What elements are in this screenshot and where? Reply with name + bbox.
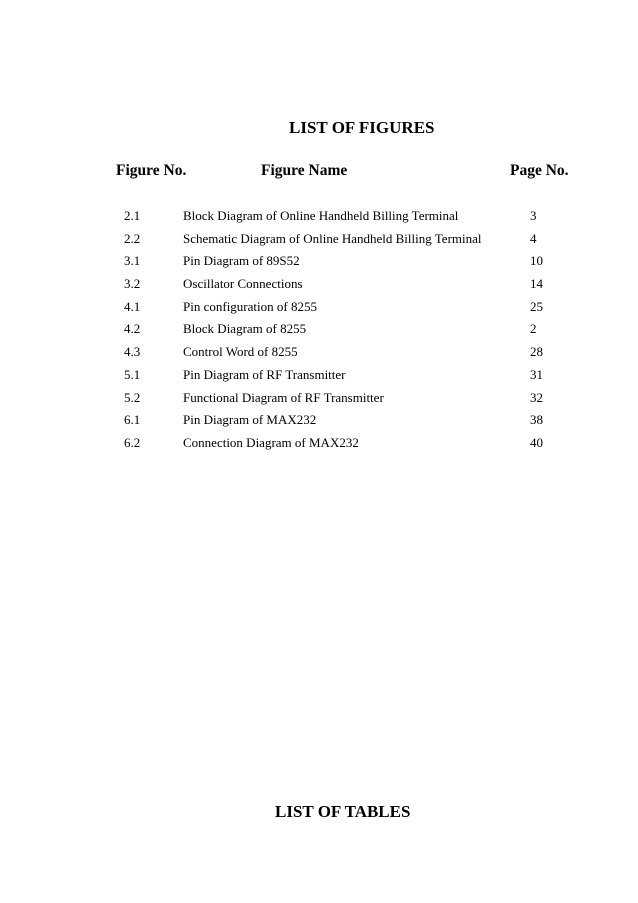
list-of-figures-heading: LIST OF FIGURES	[289, 118, 435, 137]
figure-page: 14	[530, 276, 543, 292]
figure-name: Pin configuration of 8255	[183, 298, 317, 314]
figure-row	[0, 343, 638, 366]
figure-page: 31	[530, 366, 543, 382]
figure-number: 6.1	[124, 412, 141, 428]
figure-row	[0, 366, 638, 389]
figure-name-column-header: Figure Name	[261, 162, 348, 179]
figure-number: 2.2	[124, 230, 141, 246]
figure-row	[0, 320, 638, 343]
figure-name: Block Diagram of Online Handheld Billing Terminal	[183, 208, 459, 223]
figure-row	[0, 252, 638, 275]
list-of-tables-heading: LIST OF TABLES	[275, 802, 411, 821]
figure-row	[0, 230, 638, 253]
figure-number: 4.1	[124, 298, 141, 314]
page-number-column-header: Page No.	[510, 162, 569, 179]
figure-row	[0, 207, 638, 230]
figure-name: Block Diagram of 8255	[183, 321, 307, 337]
figure-page: 3	[530, 208, 537, 223]
figure-page: 10	[530, 253, 543, 269]
figure-name: Oscillator Connections	[183, 276, 303, 292]
figure-number: 3.1	[124, 253, 141, 269]
figure-number: 2.1	[124, 208, 141, 223]
figure-number: 6.2	[124, 434, 141, 450]
figure-number: 4.3	[124, 344, 141, 360]
figure-name: Connection Diagram of MAX232	[183, 434, 359, 450]
figure-row	[0, 275, 638, 298]
figures-list	[0, 207, 638, 457]
figure-number: 5.2	[124, 389, 141, 405]
figure-page: 25	[530, 298, 543, 314]
figure-row	[0, 411, 638, 434]
figure-name: Control Word of 8255	[183, 344, 298, 360]
figure-name: Pin Diagram of RF Transmitter	[183, 366, 346, 382]
figure-name: Pin Diagram of 89S52	[183, 253, 300, 269]
figure-page: 4	[530, 230, 537, 246]
figure-name: Schematic Diagram of Online Handheld Billing Terminal	[183, 230, 482, 246]
figure-page: 2	[530, 321, 537, 337]
figure-row	[0, 298, 638, 321]
figure-number-column-header: Figure No.	[116, 162, 187, 179]
figure-page: 38	[530, 412, 543, 428]
figure-name: Functional Diagram of RF Transmitter	[183, 389, 384, 405]
figure-name: Pin Diagram of MAX232	[183, 412, 317, 428]
figure-row	[0, 389, 638, 412]
figure-number: 4.2	[124, 321, 141, 337]
figure-page: 28	[530, 344, 543, 360]
figure-page: 32	[530, 389, 543, 405]
figure-number: 3.2	[124, 276, 141, 292]
figure-page: 40	[530, 434, 543, 450]
figure-number: 5.1	[124, 366, 141, 382]
figure-row	[0, 434, 638, 457]
